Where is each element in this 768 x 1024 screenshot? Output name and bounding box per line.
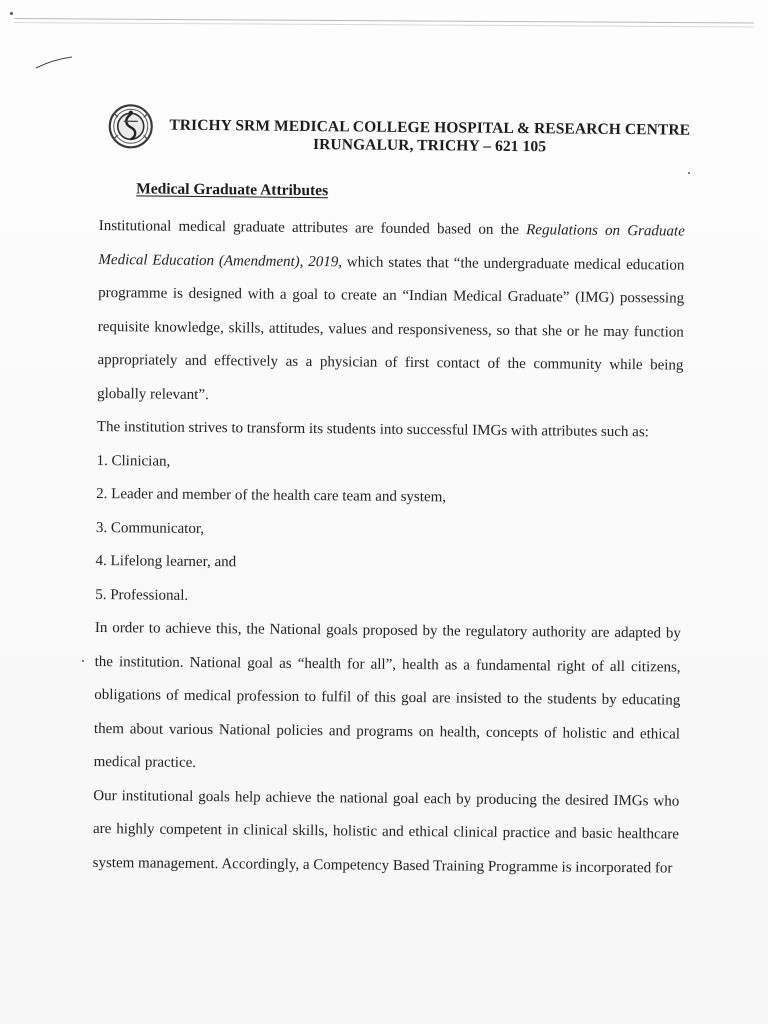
attribute-item: 3. Communicator,: [95, 519, 205, 537]
intro-paragraph: [97, 210, 685, 417]
intro-text-end: , which states that “the undergraduate medical education programme is designed with a goal to create an “Indian Medical Graduate” (IMG) possessing requisite knowledge, skills, attitudes, values and responsiveness, so that she or he may function appropriately and effectively as a physician of first contact of the community while being globally relevant”.: [97, 253, 685, 403]
attribute-item: 5. Professional.: [95, 586, 189, 604]
document-header: [159, 117, 699, 158]
attribute-item: 4. Lifelong learner, and: [95, 552, 237, 571]
institutional-goals-paragraph: Our institutional goals help achieve the national goal each by producing the desired IMGs who are highly competent in clinical skills, holistic and ethical clinical practice and basic healthcare system management. Accordingly, a Competency Based Training Programme is incorporated for: [92, 787, 680, 877]
attribute-item: 1. Clinician,: [96, 452, 171, 470]
institution-address: IRUNGALUR, TRICHY – 621 105: [312, 136, 547, 156]
intro-text-start: Institutional medical graduate attributes are founded based on the: [98, 217, 527, 239]
college-emblem-icon: [108, 103, 154, 149]
strive-sentence: The institution strives to transform its students into successful IMGs with attributes such as:: [96, 418, 649, 441]
document-body: [93, 210, 685, 886]
section-title: Medical Graduate Attributes: [136, 180, 329, 200]
regulation-title: Regulations on Graduate Medical Education (Amendment), 2019: [98, 222, 685, 270]
institution-name: TRICHY SRM MEDICAL COLLEGE HOSPITAL & RESEARCH CENTRE: [169, 116, 691, 139]
national-goals-paragraph: In order to achieve this, the National goals proposed by the regulatory authority are adapted by the institution. National goal as “health for all”, health as a fundamental right of all citizens, obligations of medical profession to fulfil of this goal are insisted to the students by educating them about various National policies and programs on health, concepts of holistic and ethical medical practice.: [93, 619, 681, 771]
attribute-item: 2. Leader and member of the health care team and system,: [96, 485, 447, 506]
